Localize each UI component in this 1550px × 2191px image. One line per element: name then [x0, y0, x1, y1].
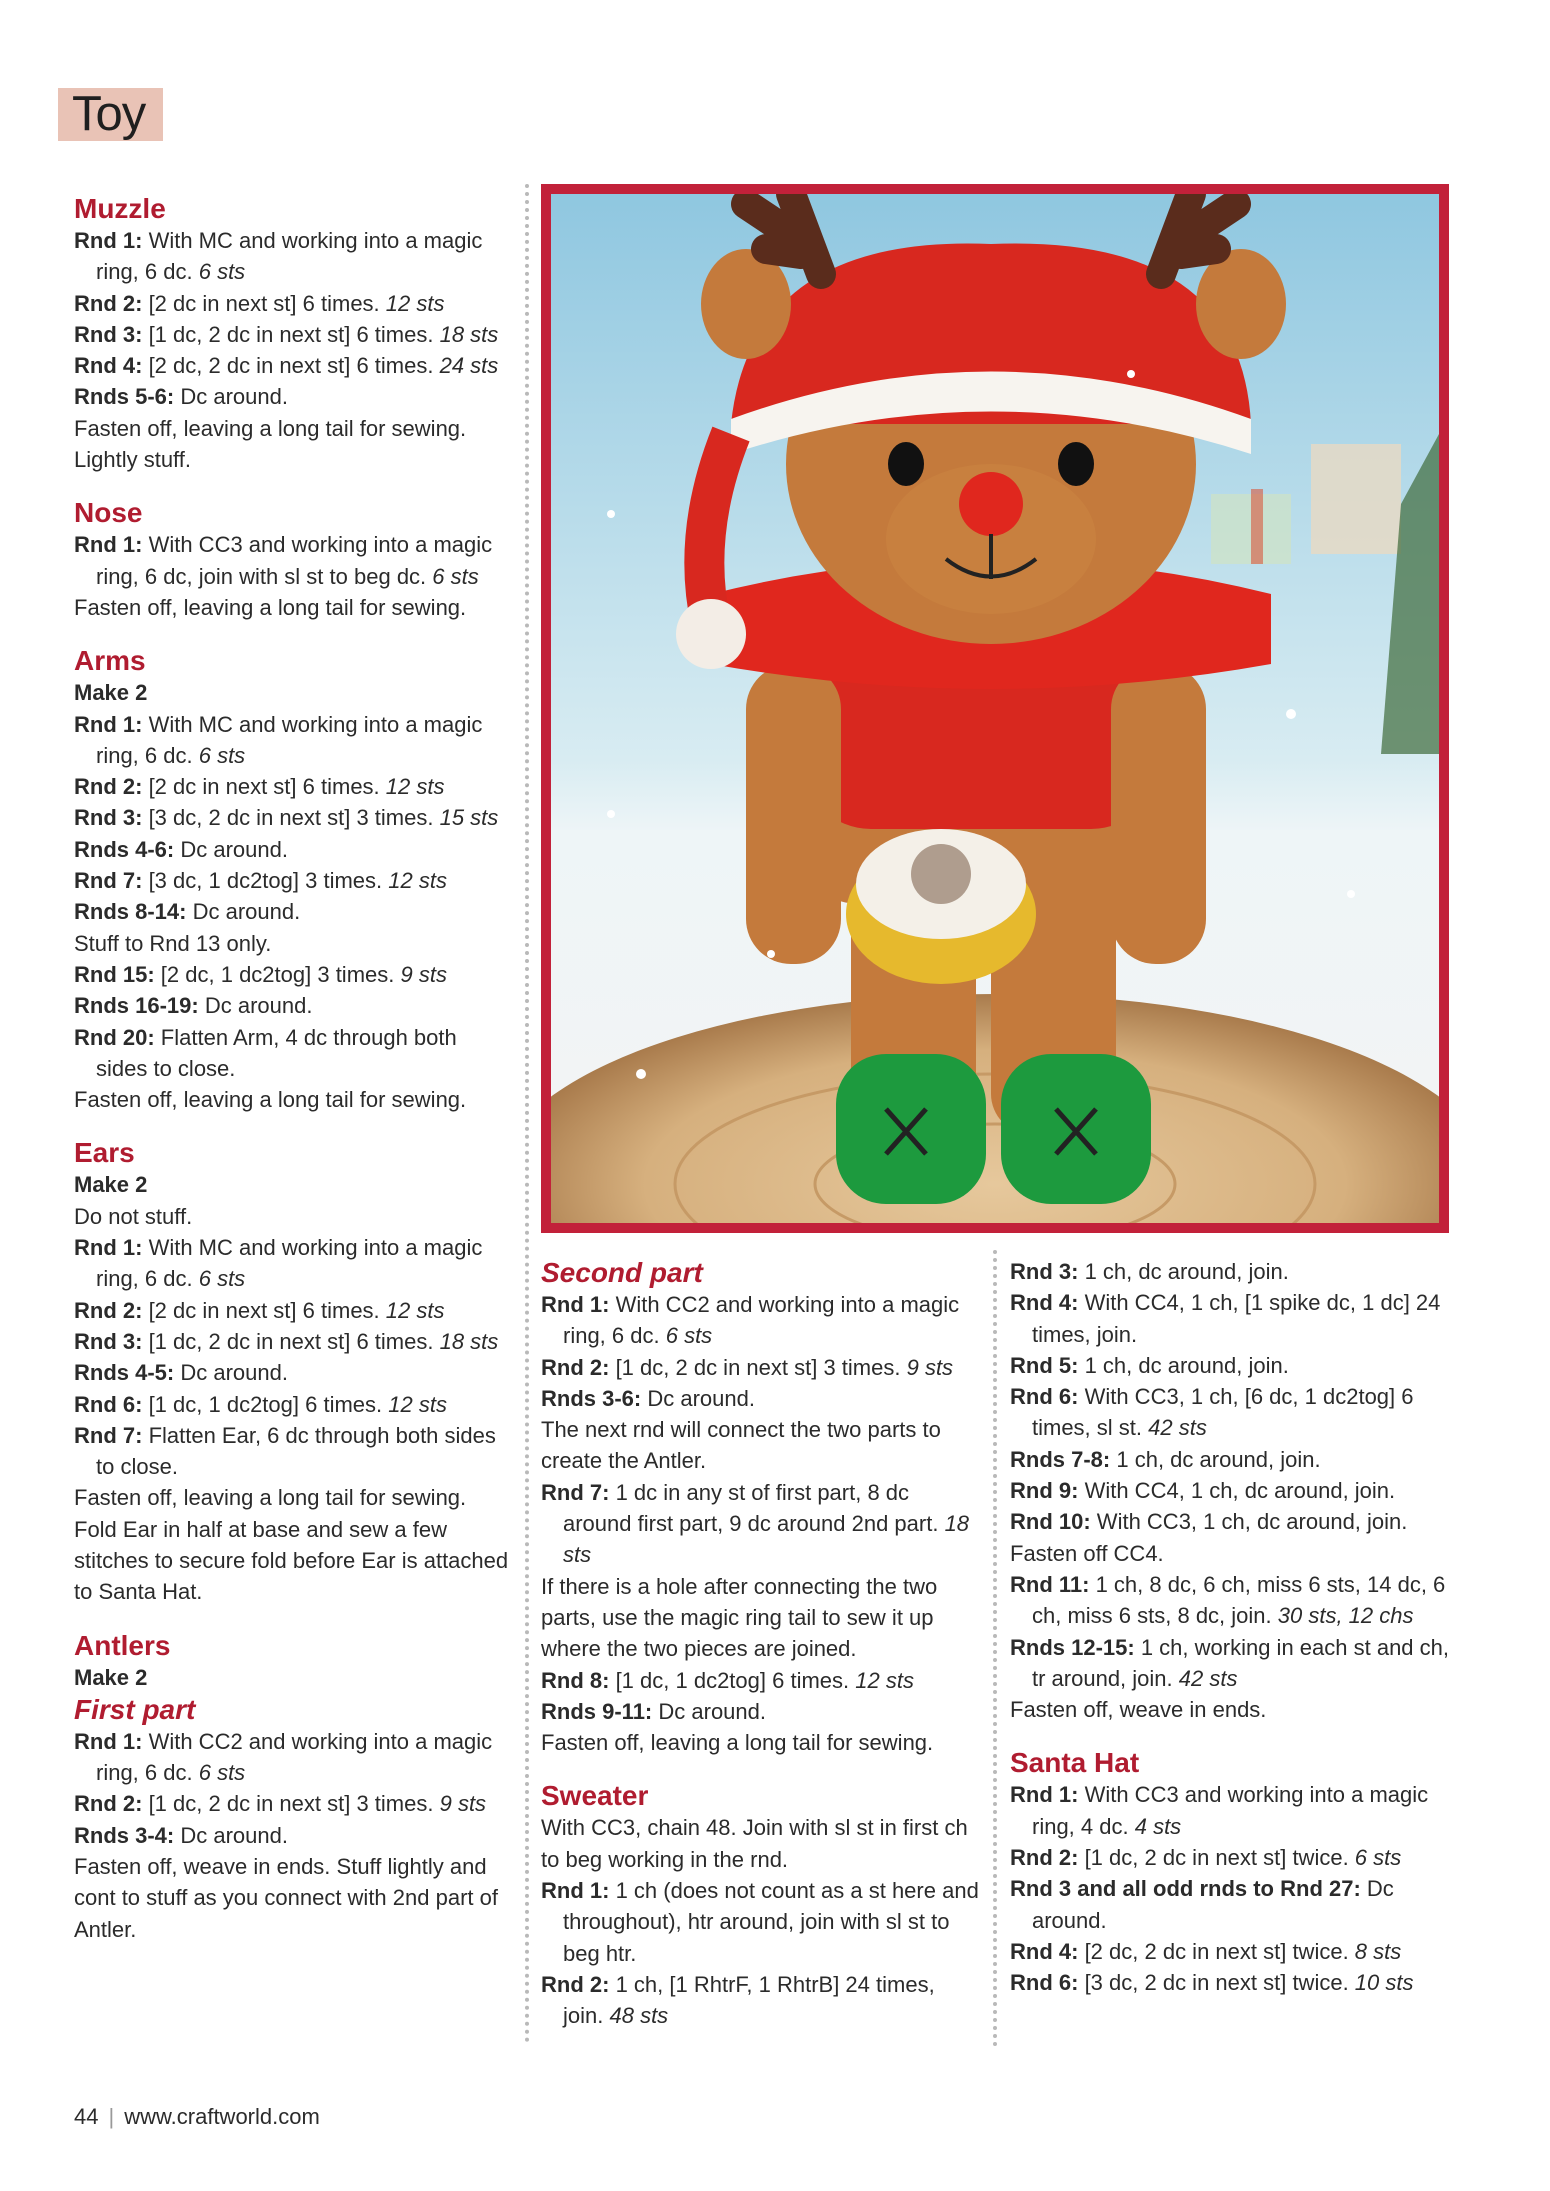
stitch-count: 18 sts [439, 321, 499, 347]
pattern-row [541, 1812, 981, 1875]
pattern-row [1010, 1350, 1450, 1381]
round-label: Rnds 4-5: [74, 1360, 175, 1386]
round-label: Rnds 7-8: [1010, 1446, 1111, 1472]
pattern-row [1010, 1967, 1450, 1998]
instruction-text: Fasten off, weave in ends. Stuff lightly and cont to stuff as you connect with 2nd part of Antler. [74, 1854, 498, 1942]
sub-heading: First part [74, 1693, 196, 1725]
instruction-text: Fasten off, weave in ends. [1010, 1697, 1267, 1723]
pattern-row [1010, 1381, 1450, 1444]
spacer [74, 1608, 514, 1629]
round-label: Rnd 1: [1010, 1782, 1079, 1808]
stitch-count: 18 sts [563, 1511, 970, 1568]
stitch-count: 12 sts [385, 1297, 445, 1323]
round-label: Rnds 12-15: [1010, 1634, 1135, 1660]
pattern-row [541, 1665, 981, 1696]
instruction-text: Fasten off, leaving a long tail for sewing. [541, 1730, 934, 1756]
round-label: Rnds 9-11: [541, 1698, 653, 1724]
instruction-text: Dc around. [174, 1360, 288, 1386]
instruction-text: With CC3, chain 48. Join with sl st in first ch to beg working in the rnd. [541, 1815, 968, 1872]
instruction-text: Dc around. [652, 1698, 766, 1724]
pattern-row [74, 1389, 514, 1420]
instruction-text: With MC and working into a magic ring, 6 dc. [96, 1235, 483, 1292]
crocheted-reindeer-icon [551, 194, 1439, 1223]
stitch-count: 24 sts [439, 353, 499, 379]
pattern-row [74, 1084, 514, 1115]
stitch-count: 8 sts [1354, 1938, 1402, 1964]
pattern-row [74, 350, 514, 381]
spacer [541, 1758, 981, 1779]
round-label: Rnd 1: [541, 1878, 610, 1904]
instruction-text: With MC and working into a magic ring, 6 dc. [96, 228, 483, 285]
instruction-text: 1 ch (does not count as a st here and throughout), htr around, join with sl st to beg htr. [563, 1878, 979, 1966]
instruction-text: Fasten off, leaving a long tail for sewing. [74, 415, 467, 441]
round-label: Rnd 7: [74, 1422, 143, 1448]
instruction-text: Fasten off, leaving a long tail for sewing. [74, 594, 467, 620]
pattern-row [74, 709, 514, 772]
round-label: Rnd 5: [1010, 1352, 1079, 1378]
pattern-row [541, 1414, 981, 1477]
pattern-row [74, 834, 514, 865]
column-3 [1010, 1256, 1450, 1999]
stitch-count: 6 sts [432, 563, 479, 589]
round-label: Rnd 6: [1010, 1970, 1079, 1996]
instruction-text: Dc around. [186, 899, 301, 925]
instruction-text: [1 dc, 2 dc in next st] 3 times. [609, 1354, 907, 1380]
stitch-count: 12 sts [388, 868, 447, 894]
round-label: Rnd 8: [541, 1667, 610, 1693]
pattern-row [74, 865, 514, 896]
round-label: Rnd 7: [541, 1479, 610, 1505]
stitch-count: 42 sts [1178, 1665, 1238, 1691]
pattern-row [1010, 1873, 1450, 1936]
instruction-text: [1 dc, 1 dc2tog] 6 times. [142, 1391, 389, 1417]
spacer [74, 475, 514, 496]
page-number: 44 [74, 2104, 99, 2129]
instruction-text: 1 ch, dc around, join. [1078, 1259, 1289, 1284]
round-label: Rnd 3 and all odd rnds to Rnd 27: [1010, 1876, 1361, 1902]
pattern-row [74, 592, 514, 623]
pattern-row [74, 928, 514, 959]
pattern-row [74, 896, 514, 927]
round-label: Rnd 2: [74, 774, 143, 800]
pattern-row [74, 1420, 514, 1483]
stitch-count: 12 sts [855, 1667, 914, 1693]
pattern-row [1010, 1287, 1450, 1350]
section-heading: Ears [74, 1137, 135, 1169]
round-label: Rnd 6: [1010, 1384, 1079, 1410]
make-count: Make 2 [74, 1664, 148, 1690]
pattern-row [541, 1477, 981, 1571]
instruction-text: [1 dc, 2 dc in next st] 6 times. [142, 321, 440, 347]
stitch-count: 6 sts [198, 1266, 246, 1292]
pattern-row [74, 1788, 514, 1819]
make-count: Make 2 [74, 1172, 148, 1198]
round-label: Rnds 3-4: [74, 1822, 175, 1848]
round-label: Rnds 4-6: [74, 836, 175, 862]
round-label: Rnd 1: [74, 228, 143, 253]
round-label: Rnd 2: [74, 1791, 143, 1817]
round-label: Rnd 2: [74, 290, 143, 316]
spacer [1010, 1725, 1450, 1746]
reindeer-photo [541, 184, 1449, 1233]
pattern-row [74, 1820, 514, 1851]
instruction-text: Lightly stuff. [74, 447, 191, 473]
stitch-count: 6 sts [198, 259, 246, 285]
instruction-text: [3 dc, 1 dc2tog] 3 times. [142, 868, 389, 894]
pattern-row [1010, 1506, 1450, 1537]
pattern-row [541, 1383, 981, 1414]
stitch-count: 12 sts [388, 1391, 447, 1417]
round-label: Rnd 1: [541, 1292, 610, 1317]
instruction-text: [1 dc, 2 dc in next st] 6 times. [142, 1328, 440, 1354]
pattern-row [541, 1969, 981, 2032]
section-heading: Arms [74, 645, 146, 677]
instruction-text: If there is a hole after connecting the two parts, use the magic ring tail to sew it up where the two pieces are joined. [541, 1573, 938, 1662]
round-label: Rnd 3: [74, 321, 143, 347]
instruction-text: Flatten Arm, 4 dc through both sides to close. [96, 1024, 457, 1081]
round-label: Rnd 4: [1010, 1290, 1079, 1316]
stitch-count: 48 sts [609, 2003, 669, 2029]
pattern-row [74, 1851, 514, 1945]
column-divider-left [525, 184, 529, 2044]
round-label: Rnd 2: [1010, 1845, 1079, 1871]
instruction-text: With CC3 and working into a magic ring, 4 dc. [1032, 1782, 1429, 1839]
stitch-count: 9 sts [400, 961, 447, 987]
instruction-text: [1 dc, 2 dc in next st] 3 times. [142, 1791, 440, 1817]
instruction-text: Fasten off, leaving a long tail for sewing. [74, 1087, 467, 1113]
stitch-count: 42 sts [1148, 1415, 1207, 1441]
instruction-text: 1 ch, [1 RhtrF, 1 RhtrB] 24 times, join. [563, 1971, 935, 2029]
instruction-text: Flatten Ear, 6 dc through both sides to close. [96, 1422, 496, 1480]
round-label: Rnds 5-6: [74, 384, 175, 410]
pattern-row [541, 1727, 981, 1758]
instruction-text: Fasten off, leaving a long tail for sewing. Fold Ear in half at base and sew a few stitches to secure fold before Ear is attached to Santa Hat. [74, 1485, 509, 1605]
instruction-text: 1 ch, 8 dc, 6 ch, miss 6 sts, 14 dc, 6 ch, miss 6 sts, 8 dc, join. [1032, 1571, 1446, 1629]
round-label: Rnds 16-19: [74, 993, 199, 1019]
instruction-text: Dc around. [198, 993, 313, 1019]
instruction-text: Stuff to Rnd 13 only. [74, 930, 272, 956]
stitch-count: 6 sts [1354, 1845, 1402, 1871]
make-count: Make 2 [74, 680, 148, 706]
round-label: Rnds 3-6: [541, 1385, 642, 1411]
section-heading: Nose [74, 497, 143, 529]
section-tag: Toy [58, 88, 163, 141]
pattern-row [74, 990, 514, 1021]
pattern-row [1010, 1475, 1450, 1506]
pattern-row [74, 529, 514, 592]
pattern-row [1010, 1569, 1450, 1632]
instruction-text: Do not stuff. [74, 1203, 193, 1229]
pattern-row [1010, 1936, 1450, 1967]
column-2 [541, 1256, 981, 2032]
pattern-row [1010, 1256, 1450, 1287]
pattern-row [1010, 1538, 1450, 1569]
round-label: Rnd 1: [74, 711, 143, 737]
round-label: Rnd 1: [74, 532, 143, 558]
spacer [74, 623, 514, 644]
instruction-text: [1 dc, 2 dc in next st] twice. [1078, 1845, 1355, 1871]
column-divider-right [993, 1250, 997, 2047]
instruction-text: With CC2 and working into a magic ring, 6 dc. [96, 1728, 493, 1786]
pattern-row [74, 1232, 514, 1295]
instruction-text: [2 dc in next st] 6 times. [142, 290, 386, 316]
pattern-row [74, 771, 514, 802]
stitch-count: 15 sts [439, 805, 499, 831]
section-heading: Santa Hat [1010, 1747, 1140, 1779]
round-label: Rnd 7: [74, 868, 143, 894]
stitch-count: 12 sts [385, 290, 445, 316]
pattern-row [541, 1696, 981, 1727]
stitch-count: 18 sts [439, 1328, 499, 1354]
pattern-row [74, 802, 514, 833]
round-label: Rnd 10: [1010, 1509, 1091, 1535]
instruction-text: With CC2 and working into a magic ring, 6 dc. [563, 1292, 960, 1349]
pattern-row [74, 1295, 514, 1326]
sub-heading: Second part [541, 1257, 703, 1288]
section-heading: Muzzle [74, 193, 166, 224]
pattern-row [74, 1326, 514, 1357]
stitch-count: 12 sts [385, 774, 445, 800]
round-label: Rnd 2: [74, 1297, 143, 1323]
instruction-text: 1 dc in any st of first part, 8 dc around first part, 9 dc around 2nd part. [563, 1479, 945, 1537]
pattern-row [1010, 1779, 1450, 1842]
instruction-text: With CC3, 1 ch, dc around, join. [1090, 1509, 1408, 1535]
stitch-count: 9 sts [439, 1791, 487, 1817]
pattern-row [74, 225, 514, 288]
instruction-text: Dc around. [174, 836, 288, 862]
stitch-count: 9 sts [906, 1354, 954, 1380]
instruction-text: [2 dc in next st] 6 times. [142, 774, 386, 800]
pattern-row [541, 1352, 981, 1383]
pattern-row [74, 444, 514, 475]
instruction-text: Dc around. [174, 1822, 288, 1848]
instruction-text: [1 dc, 1 dc2tog] 6 times. [609, 1667, 856, 1693]
round-label: Rnd 11: [1010, 1571, 1090, 1597]
spacer [74, 1115, 514, 1136]
stitch-count: 30 sts, 12 chs [1277, 1603, 1414, 1629]
instruction-text: Fasten off CC4. [1010, 1540, 1164, 1566]
instruction-text: 1 ch, dc around, join. [1078, 1352, 1289, 1378]
pattern-row [1010, 1694, 1450, 1725]
stitch-count: 10 sts [1354, 1970, 1414, 1996]
round-label: Rnd 1: [74, 1728, 143, 1754]
round-label: Rnd 6: [74, 1391, 143, 1417]
instruction-text: [2 dc, 2 dc in next st] twice. [1078, 1938, 1355, 1964]
pattern-row [541, 1571, 981, 1665]
instruction-text: With MC and working into a magic ring, 6 dc. [96, 711, 483, 768]
instruction-text: With CC3 and working into a magic ring, 6 dc, join with sl st to beg dc. [96, 532, 493, 589]
round-label: Rnd 4: [1010, 1938, 1079, 1964]
round-label: Rnd 9: [1010, 1478, 1079, 1504]
pattern-row [541, 1875, 981, 1969]
round-label: Rnd 1: [74, 1235, 143, 1261]
instruction-text: [2 dc in next st] 6 times. [142, 1297, 386, 1323]
section-heading: Sweater [541, 1780, 649, 1812]
instruction-text: 1 ch, working in each st and ch, tr around, join. [1032, 1634, 1450, 1691]
website-link[interactable]: www.craftworld.com [124, 2104, 320, 2129]
stitch-count: 4 sts [1134, 1813, 1182, 1839]
round-label: Rnds 8-14: [74, 899, 187, 925]
round-label: Rnd 3: [1010, 1259, 1079, 1284]
instruction-text: [3 dc, 2 dc in next st] 3 times. [142, 805, 440, 831]
page-footer [74, 2104, 320, 2130]
round-label: Rnd 4: [74, 353, 143, 379]
pattern-row [74, 959, 514, 990]
pattern-row [74, 1201, 514, 1232]
footer-divider: | [108, 2104, 115, 2129]
round-label: Rnd 2: [541, 1971, 610, 1997]
pattern-row [1010, 1632, 1450, 1695]
stitch-count: 6 sts [198, 742, 246, 768]
section-heading: Antlers [74, 1629, 171, 1661]
pattern-row [74, 1482, 514, 1607]
pattern-row [74, 381, 514, 412]
instruction-text: Dc around. [1032, 1876, 1394, 1933]
pattern-row [1010, 1444, 1450, 1475]
pattern-row [74, 1357, 514, 1388]
instruction-text: [2 dc, 2 dc in next st] 6 times. [142, 353, 440, 379]
round-label: Rnd 2: [541, 1354, 610, 1380]
round-label: Rnd 15: [74, 961, 155, 987]
round-label: Rnd 3: [74, 805, 143, 831]
column-1 [74, 192, 514, 1945]
instruction-text: [3 dc, 2 dc in next st] twice. [1078, 1970, 1355, 1996]
instruction-text: [2 dc, 1 dc2tog] 3 times. [154, 961, 401, 987]
pattern-row [74, 1022, 514, 1085]
instruction-text: 1 ch, dc around, join. [1110, 1446, 1321, 1472]
round-label: Rnd 20: [74, 1024, 155, 1050]
pattern-row [74, 319, 514, 350]
instruction-text: Dc around. [174, 384, 288, 410]
instruction-text: With CC3, 1 ch, [6 dc, 1 dc2tog] 6 times, sl st. [1032, 1384, 1414, 1441]
stitch-count: 6 sts [665, 1323, 713, 1349]
pattern-row [74, 413, 514, 444]
instruction-text: With CC4, 1 ch, [1 spike dc, 1 dc] 24 times, join. [1032, 1290, 1441, 1347]
instruction-text: The next rnd will connect the two parts to create the Antler. [541, 1417, 941, 1474]
round-label: Rnd 3: [74, 1328, 143, 1354]
pattern-row [1010, 1842, 1450, 1873]
instruction-text: With CC4, 1 ch, dc around, join. [1078, 1478, 1396, 1504]
pattern-row [74, 288, 514, 319]
stitch-count: 6 sts [198, 1760, 246, 1786]
instruction-text: Dc around. [641, 1385, 755, 1411]
pattern-row [541, 1289, 981, 1352]
pattern-row [74, 1726, 514, 1789]
